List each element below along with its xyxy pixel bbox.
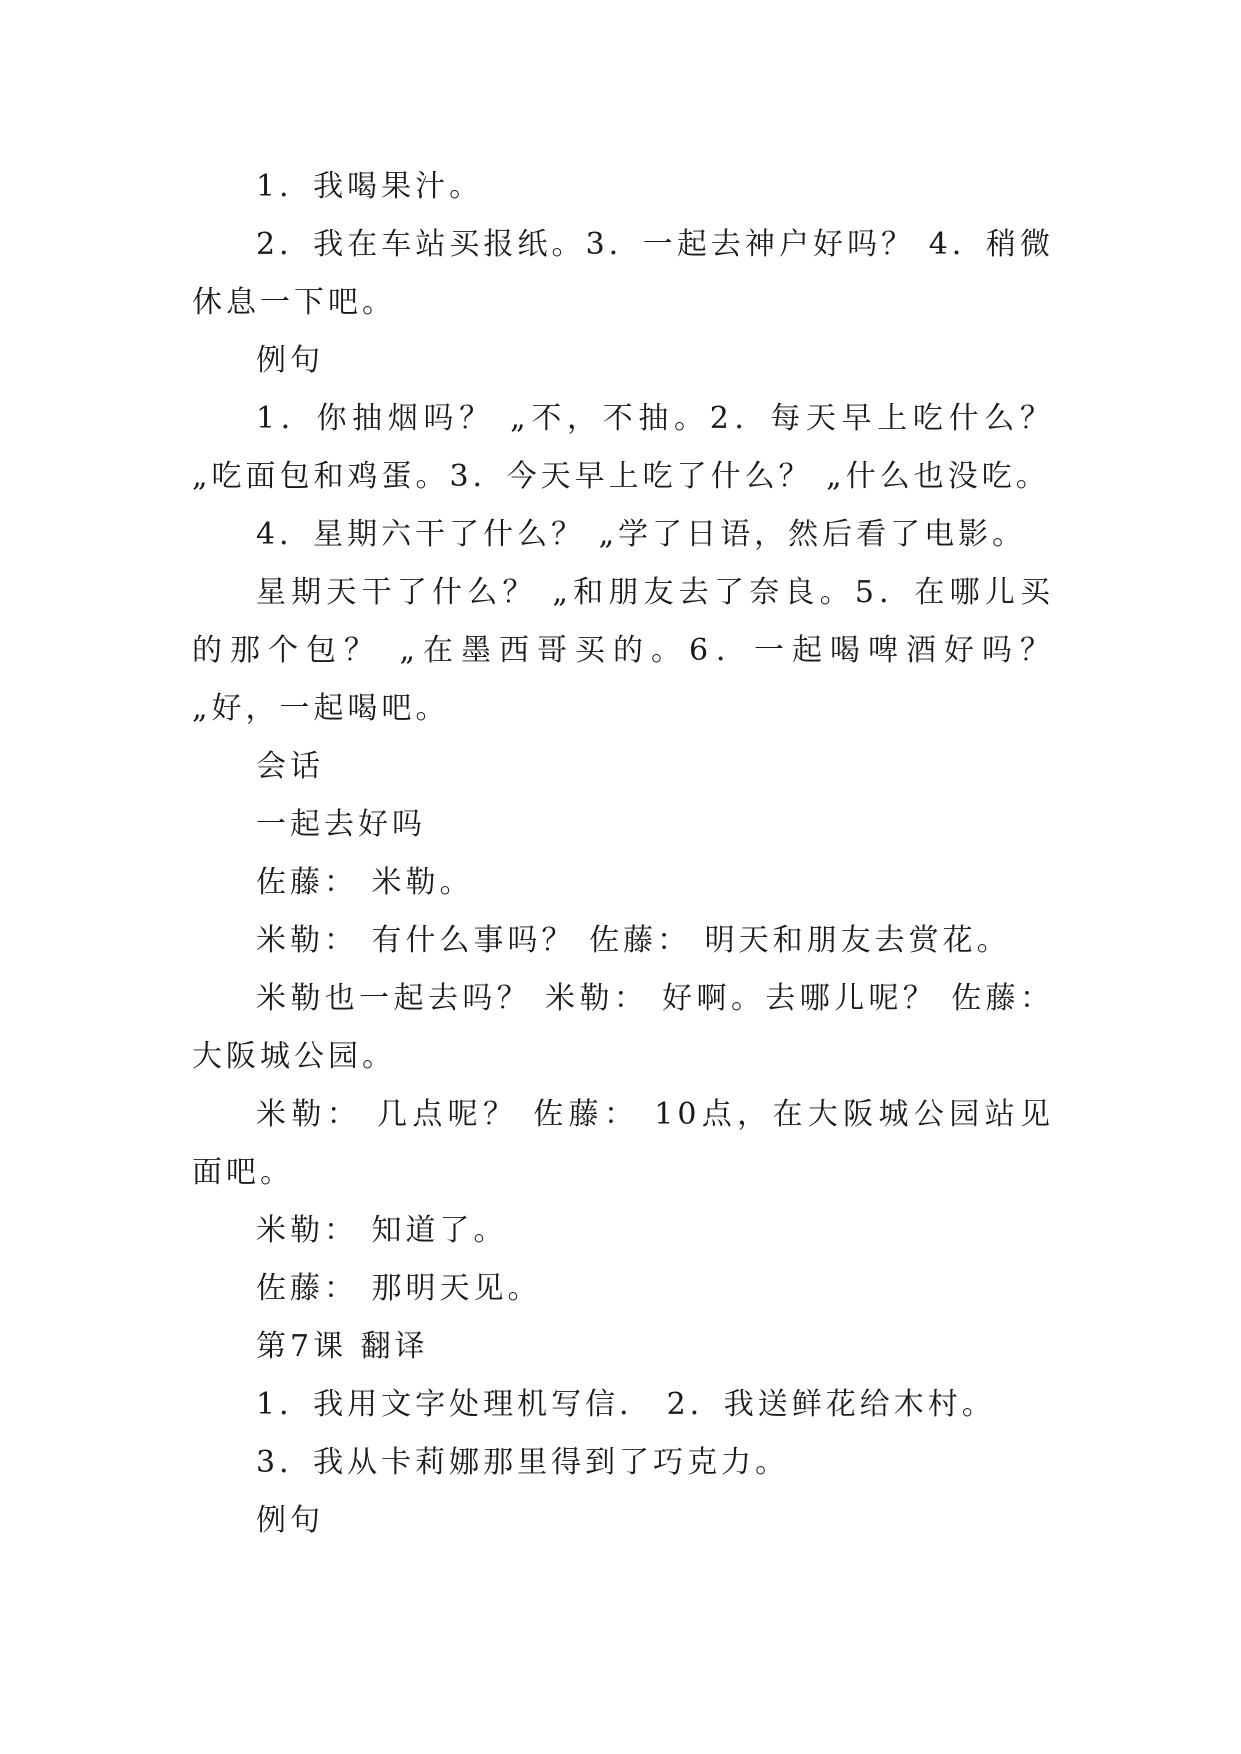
paragraph: 例句 [256, 343, 324, 378]
paragraph: 一起去好吗 [256, 807, 426, 842]
paragraph: 会话 [256, 749, 324, 784]
paragraph: 星期天干了什么？ „和朋友去了奈良。5．在哪儿买的那个包？ „在墨西哥买的。6．一起喝啤酒好吗？ „好，一起喝吧。 [192, 575, 1054, 726]
paragraph: 1．我喝果汁。 [256, 169, 484, 204]
paragraph: 1．我用文字处理机写信． 2．我送鲜花给木村。 [256, 1387, 996, 1422]
paragraph: 例句 [256, 1503, 324, 1538]
document-body [192, 158, 1054, 1550]
paragraph: 佐藤： 米勒。 [256, 865, 474, 900]
paragraph: 米勒： 几点呢？ 佐藤： 10点，在大阪城公园站见面吧。 [192, 1097, 1054, 1190]
paragraph: 3．我从卡莉娜那里得到了巧克力。 [256, 1445, 790, 1480]
paragraph: 米勒： 知道了。 [256, 1213, 508, 1248]
paragraph: 米勒： 有什么事吗？ 佐藤： 明天和朋友去赏花。 [256, 923, 1011, 958]
paragraph: 米勒也一起去吗？ 米勒： 好啊。去哪儿呢？ 佐藤：大阪城公园。 [192, 981, 1054, 1074]
paragraph: 1．你抽烟吗？ „不，不抽。2．每天早上吃什么？ „吃面包和鸡蛋。3．今天早上吃了什么？ „什么也没吃。 [192, 401, 1054, 494]
paragraph: 2．我在车站买报纸。3．一起去神户好吗？ 4．稍微休息一下吧。 [192, 227, 1054, 320]
paragraph: 佐藤： 那明天见。 [256, 1271, 542, 1306]
paragraph: 4．星期六干了什么？ „学了日语，然后看了电影。 [256, 517, 1027, 552]
paragraph: 第7课 翻译 [256, 1329, 429, 1364]
